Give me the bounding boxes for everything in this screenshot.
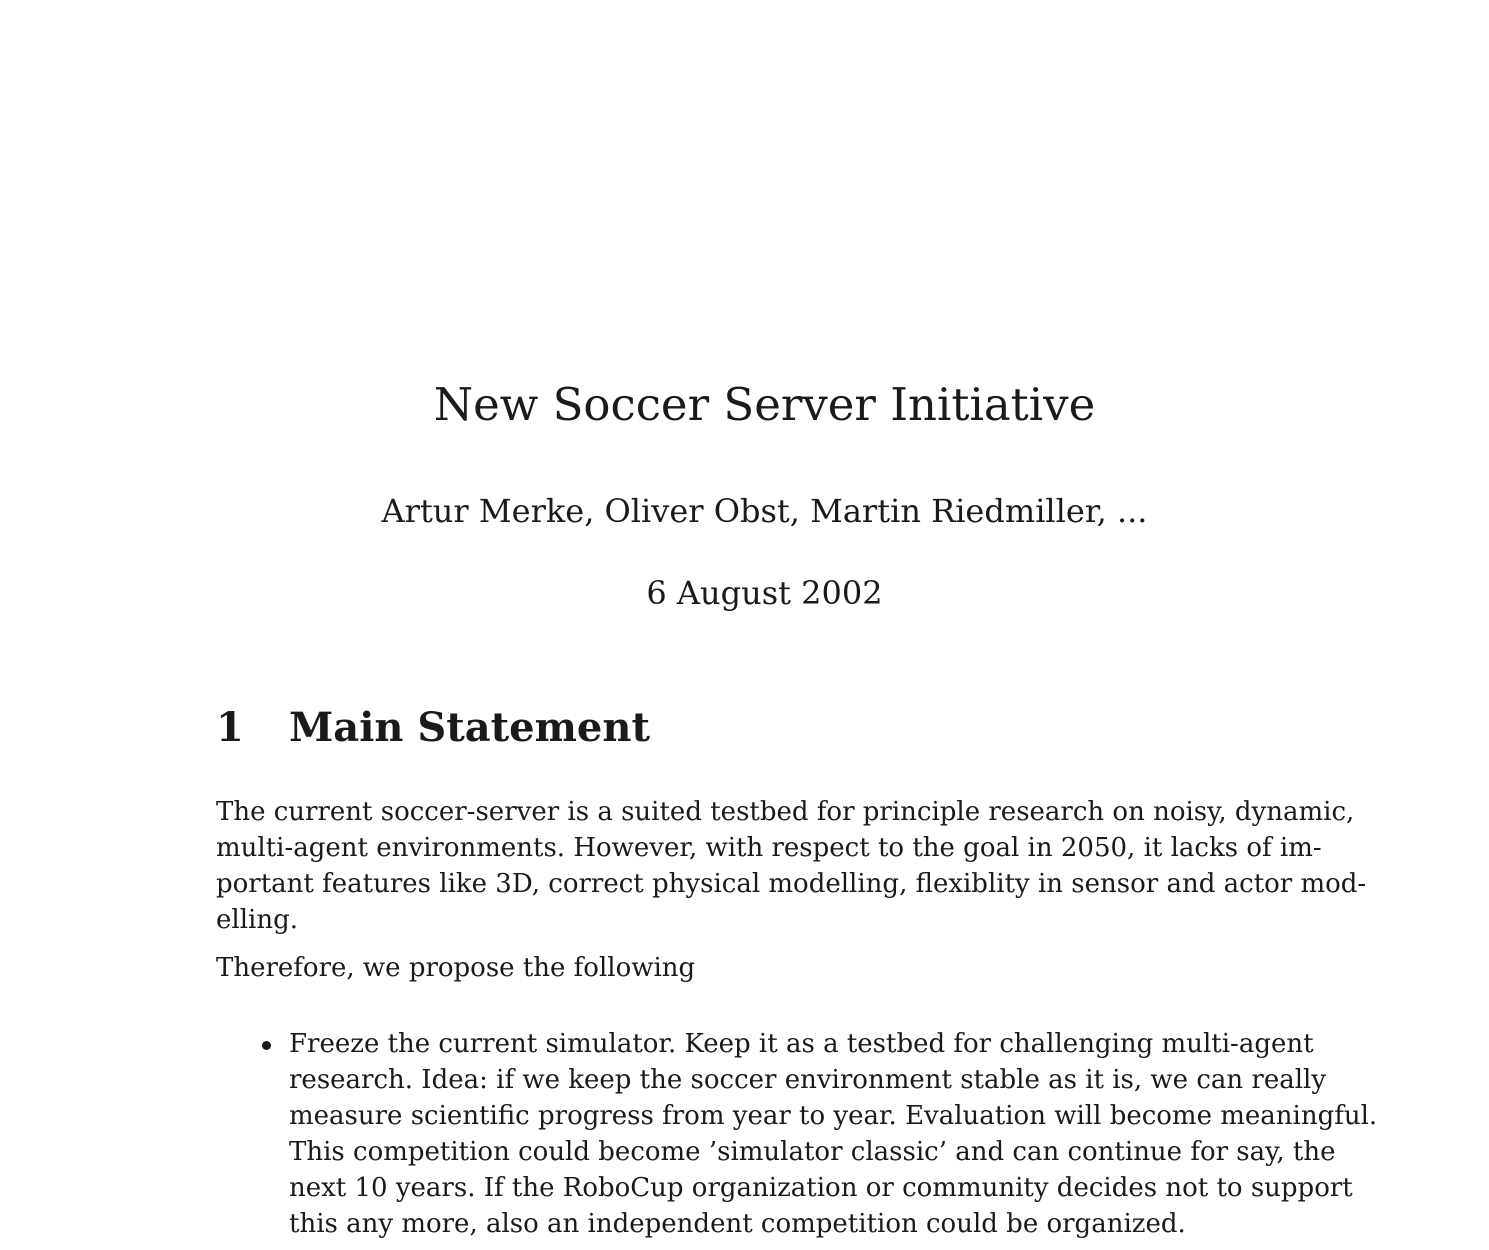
paragraph-line: multi-agent environments. However, with respect to the goal in 2050, it lacks of im- <box>216 833 1322 863</box>
list-item-line: Freeze the current simulator. Keep it as a testbed for challenging multi-agent <box>289 1029 1314 1059</box>
paragraph-main-statement <box>216 794 1367 938</box>
paragraph-line: portant features like 3D, correct physical modelling, flexiblity in sensor and actor mod- <box>216 869 1367 899</box>
section-heading <box>216 704 650 751</box>
list-item-line: measure scientific progress from year to year. Evaluation will become meaningful. <box>289 1101 1378 1131</box>
paragraph-line: Therefore, we propose the following <box>216 953 696 983</box>
list-item-line: next 10 years. If the RoboCup organization or community decides not to support <box>289 1173 1353 1203</box>
paragraph-line: elling. <box>216 905 298 935</box>
document-date: 6 August 2002 <box>646 574 883 612</box>
list-item <box>216 1026 1378 1242</box>
proposal-list <box>216 1026 1378 1242</box>
section-number: 1 <box>216 704 244 751</box>
document-title: New Soccer Server Initiative <box>433 378 1096 431</box>
list-item-line: This competition could become ’simulator classic’ and can continue for say, the <box>289 1137 1336 1167</box>
list-item-line: research. Idea: if we keep the soccer environment stable as it is, we can really <box>289 1065 1327 1095</box>
paragraph-proposal-intro <box>216 950 1313 986</box>
document-authors: Artur Merke, Oliver Obst, Martin Riedmiller, ... <box>381 492 1148 530</box>
paragraph-line: The current soccer-server is a suited testbed for principle research on noisy, dynamic, <box>216 797 1355 827</box>
bullet-icon <box>262 1041 271 1050</box>
list-item-line: this any more, also an independent competition could be organized. <box>289 1209 1186 1239</box>
section-title: Main Statement <box>289 704 650 751</box>
